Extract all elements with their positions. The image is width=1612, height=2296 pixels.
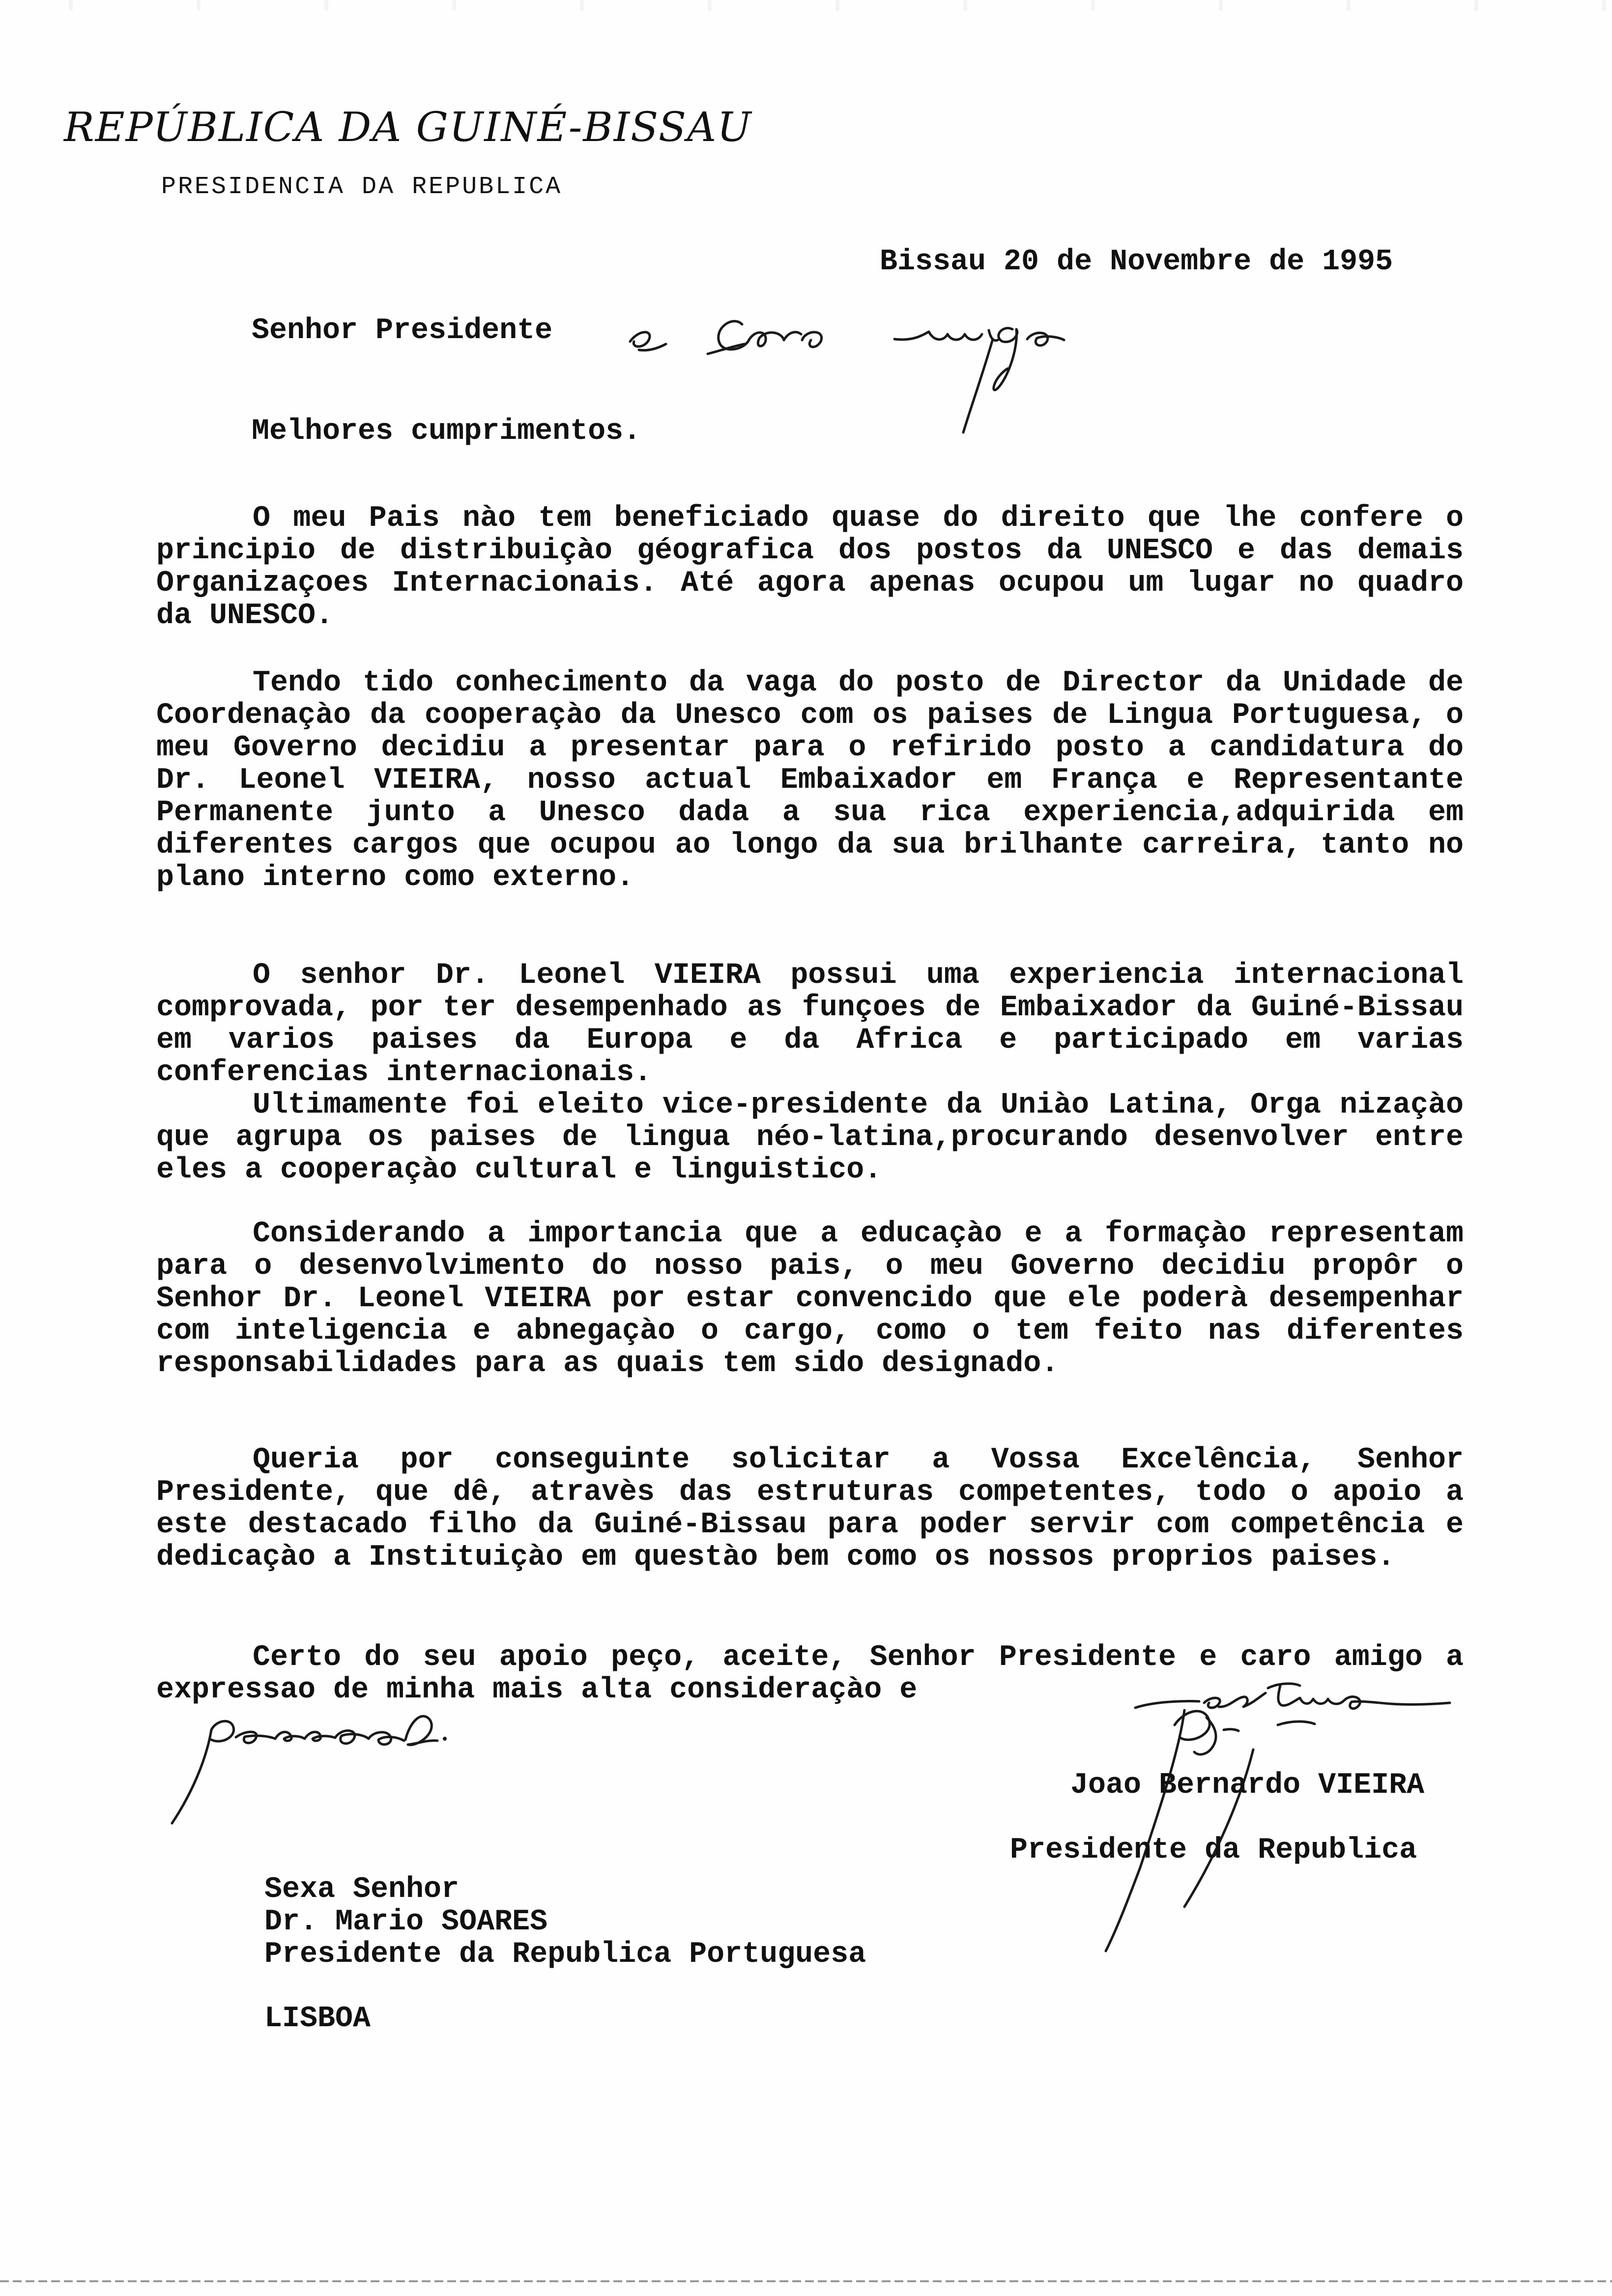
salutation: Senhor Presidente [252,314,553,347]
addressee-line-3: Presidente da Republica Portuguesa [264,1938,866,1971]
letterhead-country: REPÚBLICA DA GUINÉ-BISSAU [64,104,752,151]
letterhead-office: PRESIDENCIA DA REPUBLICA [161,173,563,201]
place-date: Bissau 20 de Novembre de 1995 [880,245,1393,279]
closing-paragraph: Certo do seu apoio peço, aceite, Senhor Presidente e caro amigo a expressao de minha mais alta consideraçào e [156,1641,1464,1707]
handwritten-salutation-addition [619,295,1258,442]
signatory-name: Joao Bernardo VIEIRA [1070,1769,1425,1802]
paragraph-2: Tendo tido conhecimento da vaga do posto de Director da Unidade de Coordenaçào da cooperaçào da Unesco com os paises de Lingua Portuguesa, o meu Governo decidiu a presentar para o refirido posto a candidatura do Dr. Leonel VIEIRA, nosso actual Embaixador em França e Representante Permanente junto a Unesco dada a sua rica experiencia,adquirida em diferentes cargos que ocupou ao longo da sua brilhante carreira, tanto no plano interno como externo. [156,666,1464,894]
addressee-line-2: Dr. Mario SOARES [264,1905,548,1939]
paragraph-6: Queria por conseguinte solicitar a Vossa Excelência, Senhor Presidente, que dê, atravès das estruturas competentes, todo o apoio a este destacado filho da Guiné-Bissau para poder servir com competência e dedicaçào a Instituiçào em questào bem como os nossos proprios paises. [156,1443,1464,1574]
scan-bottom-edge [0,2280,1612,2282]
paragraph-5: Considerando a importancia que a educaçào e a formaçào representam para o desenvolvimento do nosso pais, o meu Governo decidiu propôr o Senhor Dr. Leonel VIEIRA por estar convencido que ele poderà desempenhar com inteligencia e abnegaçào o cargo, como o tem feito nas diferentes responsabilidades para as quais tem sido designado. [156,1217,1464,1380]
addressee-city: LISBOA [264,2002,371,2036]
handwritten-closing-pessoal [162,1700,487,1828]
paragraph-1: O meu Pais nào tem beneficiado quase do direito que lhe confere o principio de distribuiçào géografica dos postos da UNESCO e das demais Organizaçoes Internacionais. Até agora apenas ocupou um lugar no quadro da UNESCO. [156,502,1464,632]
signature-scribble [1062,1691,1317,1956]
paragraph-3: O senhor Dr. Leonel VIEIRA possui uma experiencia internacional comprovada, por ter desempenhado as funçoes de Embaixador da Guiné-Bissau em varios paises da Europa e da Africa e participado em varias conferencias internacionais. [156,959,1464,1090]
greeting: Melhores cumprimentos. [252,415,641,448]
paragraph-4: Ultimamente foi eleito vice-presidente da Uniào Latina, Orga nizaçào que agrupa os paises de lingua néo-latina,procurando desenvolver entre eles a cooperaçào cultural e linguistico. [156,1089,1464,1187]
addressee-line-1: Sexa Senhor [264,1873,460,1906]
signatory-title: Presidente da Republica [1010,1834,1417,1867]
scan-top-edge [0,0,1612,11]
